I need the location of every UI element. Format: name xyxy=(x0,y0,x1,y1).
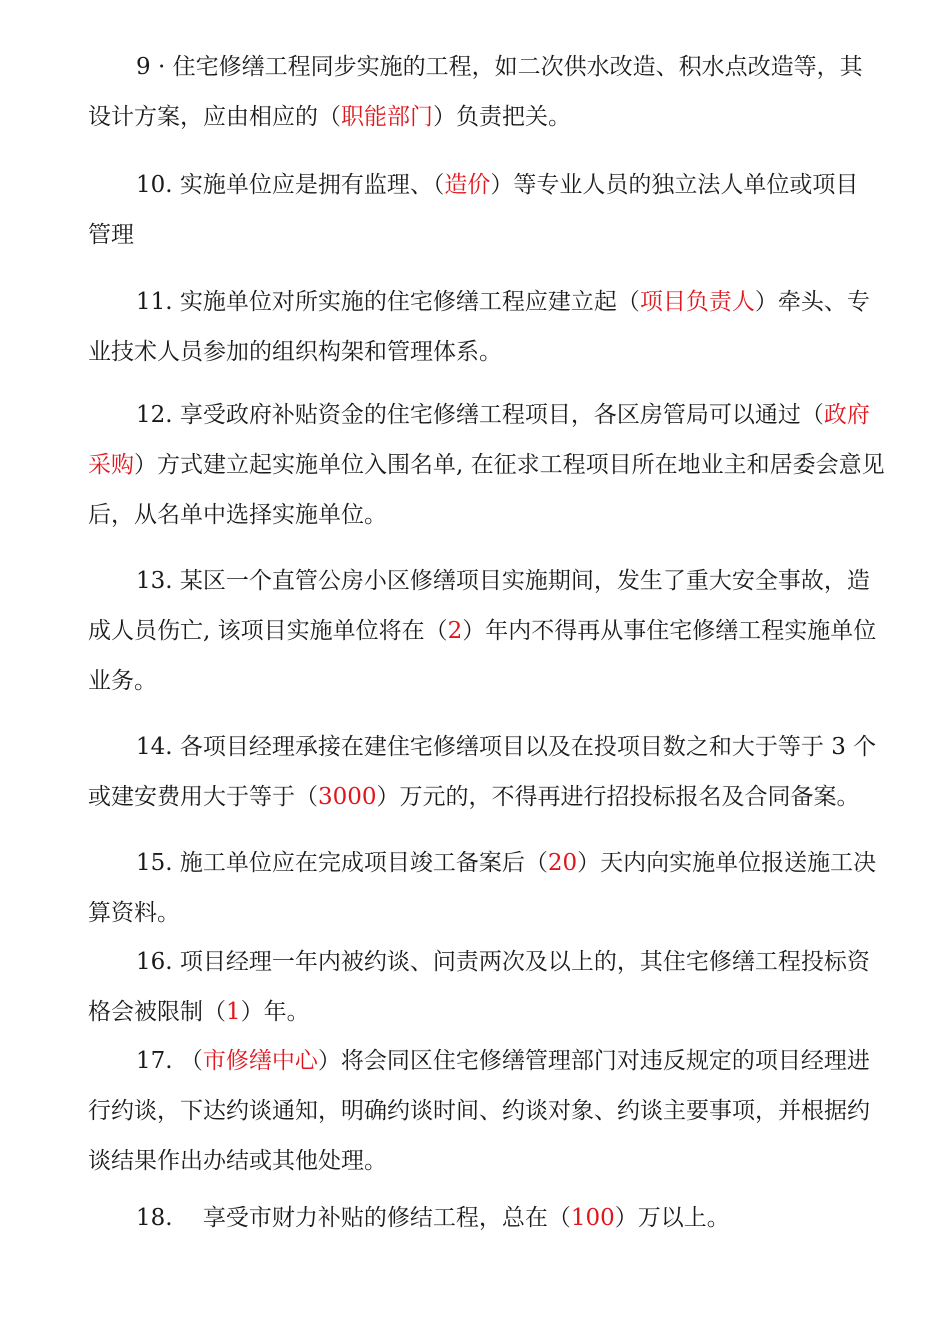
answer-text: 3000 xyxy=(318,784,377,810)
answer-text: 采购 xyxy=(88,452,134,478)
answer-text: 职能部门 xyxy=(341,104,433,130)
answer-text: 项目负责人 xyxy=(639,289,755,315)
question-text: 业技术人员参加的组织构架和管理体系。 xyxy=(88,339,502,365)
question-text: 行约谈，下达约谈通知，明确约谈时间、约谈对象、约谈主要事项，并根据约 xyxy=(88,1098,870,1124)
question-text: ）负责把关。 xyxy=(433,104,571,130)
answer-text: 造价 xyxy=(444,172,491,198)
question-text: ）万元的，不得再进行招投标报名及合同备案。 xyxy=(376,784,860,810)
question-text: ）天内向实施单位报送施工决 xyxy=(577,850,877,876)
question-text: ）等专业人员的独立法人单位或项目 xyxy=(490,172,859,198)
question-text: 17. （ xyxy=(136,1048,203,1074)
question-text: 15. 施工单位应在完成项目竣工备案后（ xyxy=(136,850,548,876)
answer-text: 市修缮中心 xyxy=(202,1048,318,1074)
question-text: 谈结果作出办结或其他处理。 xyxy=(88,1148,387,1174)
question-text: 10. 实施单位应是拥有监理、（ xyxy=(136,172,445,198)
question-text: 14. 各项目经理承接在建住宅修缮项目以及在投项目数之和大于等于 3 个 xyxy=(136,734,877,760)
question-text: 业务。 xyxy=(88,668,157,694)
question-text: ）年内不得再从事住宅修缮工程实施单位 xyxy=(462,618,877,644)
question-text: 9 · 住宅修缮工程同步实施的工程，如二次供水改造、积水点改造等，其 xyxy=(136,54,863,80)
question-text: 16. 项目经理一年内被约谈、问责两次及以上的，其住宅修缮工程投标资 xyxy=(136,949,870,975)
answer-text: 2 xyxy=(447,618,463,644)
question-text: ）将会同区住宅修缮管理部门对违反规定的项目经理进 xyxy=(317,1048,870,1074)
question-text: 成人员伤亡, 该项目实施单位将在（ xyxy=(88,618,448,644)
question-text: 管理 xyxy=(88,222,134,248)
question-text: 12. 享受政府补贴资金的住宅修缮工程项目，各区房管局可以通过（ xyxy=(136,402,824,428)
question-text: ）年。 xyxy=(240,999,310,1025)
question-text: ）牵头、专 xyxy=(754,289,870,315)
question-text: 设计方案，应由相应的（ xyxy=(88,104,341,130)
answer-text: 1 xyxy=(226,999,241,1025)
question-text: 18. 享受市财力补贴的修结工程，总在（ xyxy=(136,1205,571,1231)
answer-text: 20 xyxy=(547,850,578,876)
question-text: ）方式建立起实施单位入围名单, 在征求工程项目所在地业主和居委会意见 xyxy=(134,452,885,478)
question-text: 格会被限制（ xyxy=(88,999,226,1025)
question-text: ）万以上。 xyxy=(614,1205,730,1231)
question-text: 后，从名单中选择实施单位。 xyxy=(88,502,387,528)
question-text: 算资料。 xyxy=(88,900,180,926)
question-text: 或建安费用大于等于（ xyxy=(88,784,318,810)
question-text: 13. 某区一个直管公房小区修缮项目实施期间，发生了重大安全事故，造 xyxy=(136,568,870,594)
question-text: 11. 实施单位对所实施的住宅修缮工程应建立起（ xyxy=(136,289,640,315)
answer-text: 100 xyxy=(570,1205,615,1231)
answer-text: 政府 xyxy=(823,402,870,428)
